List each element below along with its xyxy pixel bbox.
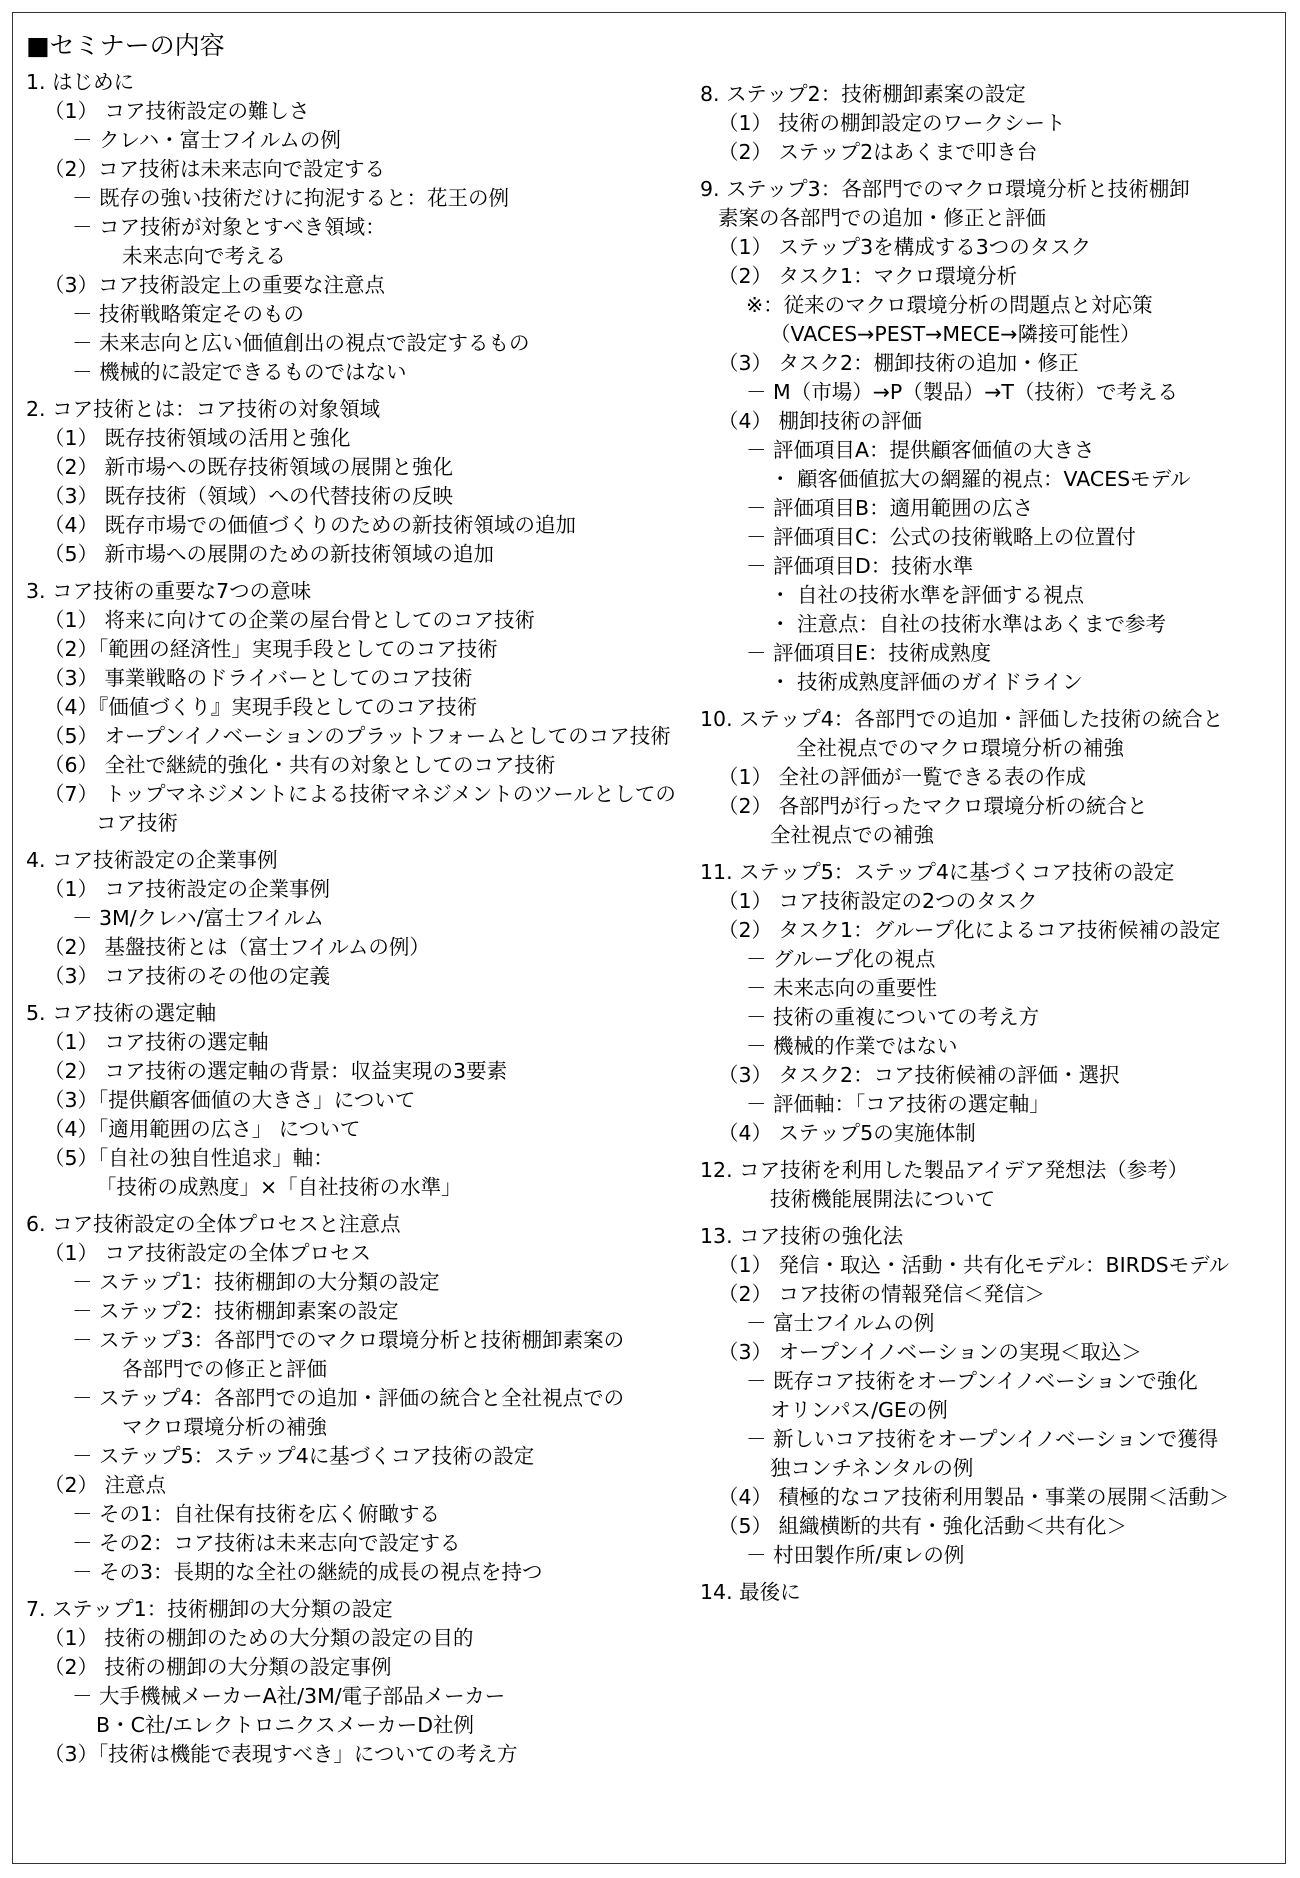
agenda-item: ※：従来のマクロ環境分析の問題点と対応策: [746, 293, 1153, 317]
agenda-item: 技術機能展開法について: [770, 1187, 996, 1211]
agenda-item: － コア技術が対象とすべき領域：: [72, 215, 386, 239]
agenda-section: [700, 80, 1280, 167]
agenda-item: 未来志向で考える: [122, 244, 286, 268]
agenda-item: （5） 組織横断的共有・強化活動＜共有化＞: [718, 1514, 1128, 1538]
agenda-item: （1） 全社の評価が一覧できる表の作成: [718, 765, 1087, 789]
agenda-item: 全社視点での補強: [770, 823, 934, 847]
agenda-item: － ステップ4：各部門での追加・評価の統合と全社視点での: [72, 1386, 625, 1410]
agenda-item: （1） 既存技術領域の活用と強化: [44, 426, 351, 450]
agenda-item: （5） オープンイノベーションのプラットフォームとしてのコア技術: [44, 724, 671, 748]
agenda-item: － 評価項目A：提供顧客価値の大きさ: [746, 438, 1095, 462]
agenda-section: [700, 1222, 1280, 1570]
agenda-item: （1） コア技術設定の難しさ: [44, 99, 310, 123]
agenda-item: － クレハ・富士フイルムの例: [72, 128, 341, 152]
agenda-item: （3） タスク2：コア技術候補の評価・選択: [718, 1063, 1120, 1087]
agenda-item: （3） 事業戦略のドライバーとしてのコア技術: [44, 666, 473, 690]
agenda-item: （4）「適用範囲の広さ」 について: [44, 1117, 361, 1141]
agenda-item: － ステップ2：技術棚卸素案の設定: [72, 1299, 399, 1323]
right-column: [700, 80, 1280, 1615]
agenda-item: － 新しいコア技術をオープンイノベーションで獲得: [746, 1427, 1219, 1451]
agenda-item: マクロ環境分析の補強: [122, 1415, 327, 1439]
agenda-item: － その3：長期的な全社の継続的成長の視点を持つ: [72, 1560, 543, 1584]
agenda-item: － 既存の強い技術だけに拘泥すると：花王の例: [72, 186, 510, 210]
agenda-item: （5）「自社の独自性追求」軸：: [44, 1146, 334, 1170]
left-column: [26, 68, 696, 1777]
section-heading: 7. ステップ1：技術棚卸の大分類の設定: [26, 1597, 393, 1621]
agenda-section: [26, 395, 696, 569]
agenda-item: － 既存コア技術をオープンイノベーションで強化: [746, 1369, 1198, 1393]
section-heading: 4. コア技術設定の企業事例: [26, 848, 278, 872]
agenda-item: － M（市場）→P（製品）→T（技術）で考える: [746, 380, 1178, 404]
agenda-item: （3） コア技術のその他の定義: [44, 964, 331, 988]
agenda-item: オリンパス/GEの例: [770, 1398, 948, 1422]
agenda-item: （2） 各部門が行ったマクロ環境分析の統合と: [718, 794, 1148, 818]
agenda-section: [26, 999, 696, 1202]
agenda-item: － ステップ3：各部門でのマクロ環境分析と技術棚卸素案の: [72, 1328, 625, 1352]
agenda-item: （3） オープンイノベーションの実現＜取込＞: [718, 1340, 1142, 1364]
agenda-item: － グループ化の視点: [746, 947, 936, 971]
agenda-section: [26, 577, 696, 838]
agenda-item: － 評価項目C：公式の技術戦略上の位置付: [746, 525, 1136, 549]
agenda-item: （4） 棚卸技術の評価: [718, 409, 923, 433]
agenda-item: （2） 新市場への既存技術領域の展開と強化: [44, 455, 454, 479]
agenda-item: （1） コア技術設定の全体プロセス: [44, 1241, 372, 1265]
agenda-item: （4） 既存市場での価値づくりのための新技術領域の追加: [44, 513, 577, 537]
agenda-item: 素案の各部門での追加・修正と評価: [718, 206, 1046, 230]
agenda-item: － 未来志向の重要性: [746, 976, 938, 1000]
agenda-item: （5） 新市場への展開のための新技術領域の追加: [44, 542, 495, 566]
agenda-item: （3） タスク2：棚卸技術の追加・修正: [718, 351, 1079, 375]
agenda-item: － 村田製作所/東レの例: [746, 1543, 965, 1567]
agenda-item: （3） 既存技術（領域）への代替技術の反映: [44, 484, 454, 508]
section-heading: 8. ステップ2：技術棚卸素案の設定: [700, 82, 1026, 106]
agenda-item: － 評価項目D：技術水準: [746, 554, 974, 578]
agenda-section: [700, 1156, 1280, 1214]
agenda-section: [26, 1210, 696, 1587]
page-title: ■セミナーの内容: [26, 31, 225, 60]
agenda-item: － 大手機械メーカーA社/3M/電子部品メーカー: [72, 1684, 506, 1708]
agenda-item: （2） ステップ2はあくまで叩き台: [718, 140, 1038, 164]
agenda-item: ・ 注意点：自社の技術水準はあくまで参考: [770, 612, 1167, 636]
agenda-item: － 富士フイルムの例: [746, 1311, 935, 1335]
agenda-item: （1） コア技術の選定軸: [44, 1030, 269, 1054]
agenda-item: － 評価軸：「コア技術の選定軸」: [746, 1092, 1050, 1116]
section-heading: 11. ステップ5：ステップ4に基づくコア技術の設定: [700, 860, 1175, 884]
section-heading: 10. ステップ4：各部門での追加・評価した技術の統合と: [700, 707, 1224, 731]
agenda-item: （3）「提供顧客価値の大きさ」について: [44, 1088, 416, 1112]
agenda-item: 独コンチネンタルの例: [770, 1456, 974, 1480]
agenda-item: － その1：自社保有技術を広く俯瞰する: [72, 1502, 441, 1526]
agenda-item: ・ 自社の技術水準を評価する視点: [770, 583, 1085, 607]
agenda-item: － 機械的作業ではない: [746, 1034, 958, 1058]
agenda-item: （2） タスク1：グループ化によるコア技術候補の設定: [718, 918, 1221, 942]
agenda-section: [26, 1595, 696, 1769]
agenda-item: － その2：コア技術は未来志向で設定する: [72, 1531, 461, 1555]
agenda-item: （3）コア技術設定上の重要な注意点: [44, 273, 386, 297]
agenda-item: － ステップ5：ステップ4に基づくコア技術の設定: [72, 1444, 535, 1468]
section-heading: 14. 最後に: [700, 1580, 801, 1604]
agenda-item: （1） 技術の棚卸のための大分類の設定の目的: [44, 1626, 474, 1650]
agenda-section: [26, 846, 696, 991]
agenda-item: ・ 顧客価値拡大の網羅的視点：VACESモデル: [770, 467, 1191, 491]
agenda-item: ・ 技術成熟度評価のガイドライン: [770, 670, 1083, 694]
section-heading: 6. コア技術設定の全体プロセスと注意点: [26, 1212, 401, 1236]
agenda-item: － 評価項目E：技術成熟度: [746, 641, 991, 665]
section-heading: 2. コア技術とは：コア技術の対象領域: [26, 397, 381, 421]
agenda-item: － 未来志向と広い価値創出の視点で設定するもの: [72, 331, 530, 355]
agenda-item: 「技術の成熟度」×「自社技術の水準」: [96, 1175, 462, 1199]
section-heading: 5. コア技術の選定軸: [26, 1001, 217, 1025]
section-heading: 12. コア技術を利用した製品アイデア発想法（参考）: [700, 1158, 1189, 1182]
agenda-item: － 3M/クレハ/富士フイルム: [72, 906, 324, 930]
agenda-item: （1） 発信・取込・活動・共有化モデル：BIRDSモデル: [718, 1253, 1230, 1277]
agenda-item: － 評価項目B：適用範囲の広さ: [746, 496, 1034, 520]
agenda-item: （2） 基盤技術とは（富士フイルムの例）: [44, 935, 430, 959]
agenda-item: （1） コア技術設定の企業事例: [44, 877, 331, 901]
agenda-item: （1） ステップ3を構成する3つのタスク: [718, 235, 1092, 259]
agenda-item: （1） 将来に向けての企業の屋台骨としてのコア技術: [44, 608, 536, 632]
agenda-section: [700, 175, 1280, 697]
agenda-item: （4） 積極的なコア技術利用製品・事業の展開＜活動＞: [718, 1485, 1230, 1509]
agenda-item: － 技術戦略策定そのもの: [72, 302, 305, 326]
agenda-item: （4）『価値づくり』実現手段としてのコア技術: [44, 695, 478, 719]
agenda-item: － 技術の重複についての考え方: [746, 1005, 1040, 1029]
agenda-item: （3）「技術は機能で表現すべき」についての考え方: [44, 1742, 518, 1766]
agenda-item: B・C社/エレクトロニクスメーカーD社例: [96, 1713, 475, 1737]
section-heading: 9. ステップ3：各部門でのマクロ環境分析と技術棚卸: [700, 177, 1190, 201]
agenda-item: （2） タスク1：マクロ環境分析: [718, 264, 1018, 288]
agenda-item: － 機械的に設定できるものではない: [72, 360, 407, 384]
agenda-item: 各部門での修正と評価: [122, 1357, 327, 1381]
agenda-item: 全社視点でのマクロ環境分析の補強: [796, 736, 1124, 760]
agenda-item: （4） ステップ5の実施体制: [718, 1121, 976, 1145]
agenda-section: [700, 705, 1280, 850]
agenda-item: （6） 全社で継続的強化・共有の対象としてのコア技術: [44, 753, 556, 777]
section-heading: 1. はじめに: [26, 70, 135, 94]
agenda-item: （7） トップマネジメントによる技術マネジメントのツールとしての: [44, 782, 676, 806]
agenda-item: （1） 技術の棚卸設定のワークシート: [718, 111, 1066, 135]
section-heading: 13. コア技術の強化法: [700, 1224, 904, 1248]
agenda-item: コア技術: [96, 811, 178, 835]
agenda-item: （2）「範囲の経済性」実現手段としてのコア技術: [44, 637, 498, 661]
agenda-item: － ステップ1：技術棚卸の大分類の設定: [72, 1270, 440, 1294]
agenda-section: [700, 858, 1280, 1148]
agenda-section: [700, 1578, 1280, 1607]
agenda-item: （2） 注意点: [44, 1473, 167, 1497]
section-heading: 3. コア技術の重要な7つの意味: [26, 579, 312, 603]
agenda-item: （2） 技術の棚卸の大分類の設定事例: [44, 1655, 392, 1679]
agenda-item: （1） コア技術設定の2つのタスク: [718, 889, 1038, 913]
agenda-item: （2）コア技術は未来志向で設定する: [44, 157, 386, 181]
agenda-item: （VACES→PEST→MECE→隣接可能性）: [770, 322, 1141, 346]
agenda-section: [26, 68, 696, 387]
agenda-item: （2） コア技術の選定軸の背景：収益実現の3要素: [44, 1059, 508, 1083]
agenda-item: （2） コア技術の情報発信＜発信＞: [718, 1282, 1046, 1306]
